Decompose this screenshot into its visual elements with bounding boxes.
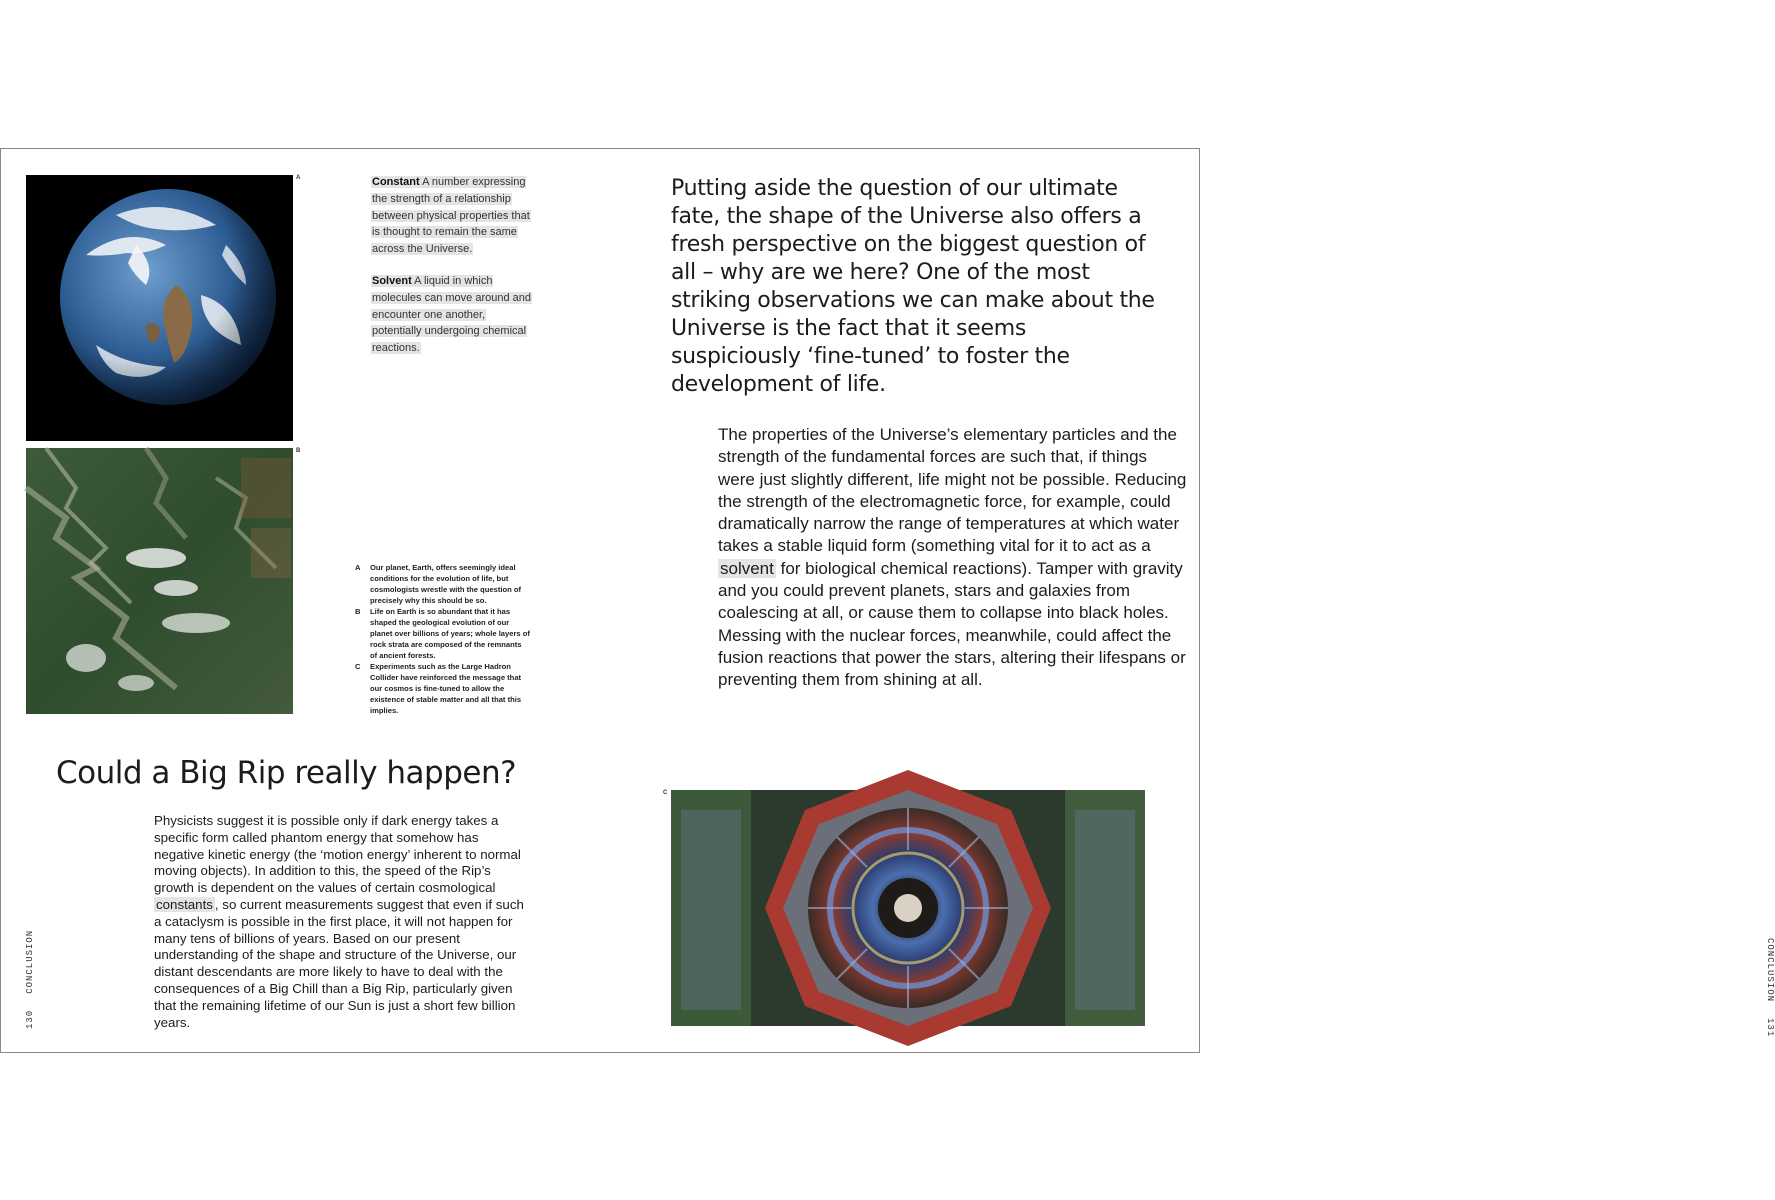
caption-b bbox=[355, 606, 530, 661]
caption-a bbox=[355, 562, 530, 606]
glossary-definition: A liquid in which molecules can move around and encounter one another, potentially undergoing chemical reactions. bbox=[372, 274, 531, 355]
body-text-part: Physicists suggest it is possible only if dark energy takes a specific form called phantom energy that somehow has negative kinetic energy (the ‘motion energy’ inherent to normal moving objects). In addition to this, the speed of the Rip’s growth is dependent on the values of certain cosmological bbox=[154, 813, 521, 896]
glossary-definition: A number expressing the strength of a relationship between physical properties that is thought to remain the same across the Universe. bbox=[372, 176, 530, 256]
caption-text: Experiments such as the Large Hadron Collider have reinforced the message that our cosmos is fine-tuned to allow the existence of stable matter and all that this implies. bbox=[370, 662, 522, 715]
caption-text: Our planet, Earth, offers seemingly ideal conditions for the evolution of life, but cosmologists wrestle with the question of precisely why this should be so. bbox=[370, 563, 522, 605]
caption-letter: C bbox=[355, 662, 361, 671]
figure-letter-c: C bbox=[663, 790, 668, 796]
particle-detector-photo bbox=[671, 790, 1145, 1026]
body-text-part: The properties of the Universe’s elementary particles and the strength of the fundamental forces are such that, if things were just slightly different, life might not be possible. Reducing the strength of the electromagnetic force, for example, could dramatically narrow the range of temperatures at which water takes a stable liquid form (something vital for it to act as a bbox=[718, 425, 1187, 556]
folio-left bbox=[25, 914, 35, 1029]
page-number: 130 bbox=[25, 1009, 35, 1029]
glossary-term: Solvent bbox=[372, 274, 412, 287]
caption-letter: A bbox=[355, 563, 361, 572]
caption-text: Life on Earth is so abundant that it has shaped the geological evolution of our planet over billions of years; whole layers of rock strata are composed of the remnants of ancient forests. bbox=[370, 607, 530, 660]
glossary-entry-constant bbox=[371, 174, 531, 258]
earth-from-space-photo bbox=[26, 175, 293, 441]
section-label: CONCLUSION bbox=[1765, 938, 1775, 1003]
folio-right bbox=[1765, 938, 1775, 1053]
glossary-term: Constant bbox=[372, 176, 420, 188]
right-page bbox=[600, 148, 1775, 1053]
body-text-left bbox=[154, 813, 529, 1031]
section-label: CONCLUSION bbox=[25, 929, 35, 994]
page-number: 131 bbox=[1765, 1018, 1775, 1038]
caption-letter: B bbox=[355, 607, 361, 616]
glossary bbox=[371, 174, 531, 372]
glossary-link-solvent[interactable]: solvent bbox=[720, 558, 774, 578]
figure-letter-b: B bbox=[296, 448, 301, 454]
body-text-part: , so current measurements suggest that even if such a cataclysm is possible in the first place, it will not happen for many tens of billions of years. Based on our present understanding of the shape and structure of the Universe, our distant descendants are more likely to have to deal with the consequences of a Big Chill than a Big Rip, particularly given that the remaining lifetime of our Sun is just a short few billion years. bbox=[154, 896, 524, 1030]
lead-paragraph: Putting aside the question of our ultimate fate, the shape of the Universe also offers a fresh perspective on the biggest question of all – why are we here? One of the most striking observations we can make about the Universe is the fact that it seems suspiciously ‘fine-tuned’ to foster the development of life. bbox=[671, 176, 1155, 397]
glossary-link-constants[interactable]: constants bbox=[156, 896, 213, 912]
book-spread bbox=[0, 148, 1775, 1052]
aerial-forest-mountains-photo bbox=[26, 448, 293, 714]
body-text-right bbox=[718, 424, 1188, 692]
figure-letter-a: A bbox=[296, 175, 301, 181]
body-text-part: for biological chemical reactions). Tamper with gravity and you could prevent planets, stars and galaxies from coalescing at all, or cause them to collapse into black holes. Messing with the nuclear forces, meanwhile, could affect the fusion reactions that power the stars, altering their lifespans or preventing them from shining at all. bbox=[718, 558, 1186, 690]
glossary-entry-solvent bbox=[371, 273, 531, 357]
caption-c bbox=[355, 661, 530, 716]
left-page bbox=[0, 148, 601, 1053]
figure-captions bbox=[355, 562, 530, 716]
section-heading: Could a Big Rip really happen? bbox=[56, 755, 517, 791]
